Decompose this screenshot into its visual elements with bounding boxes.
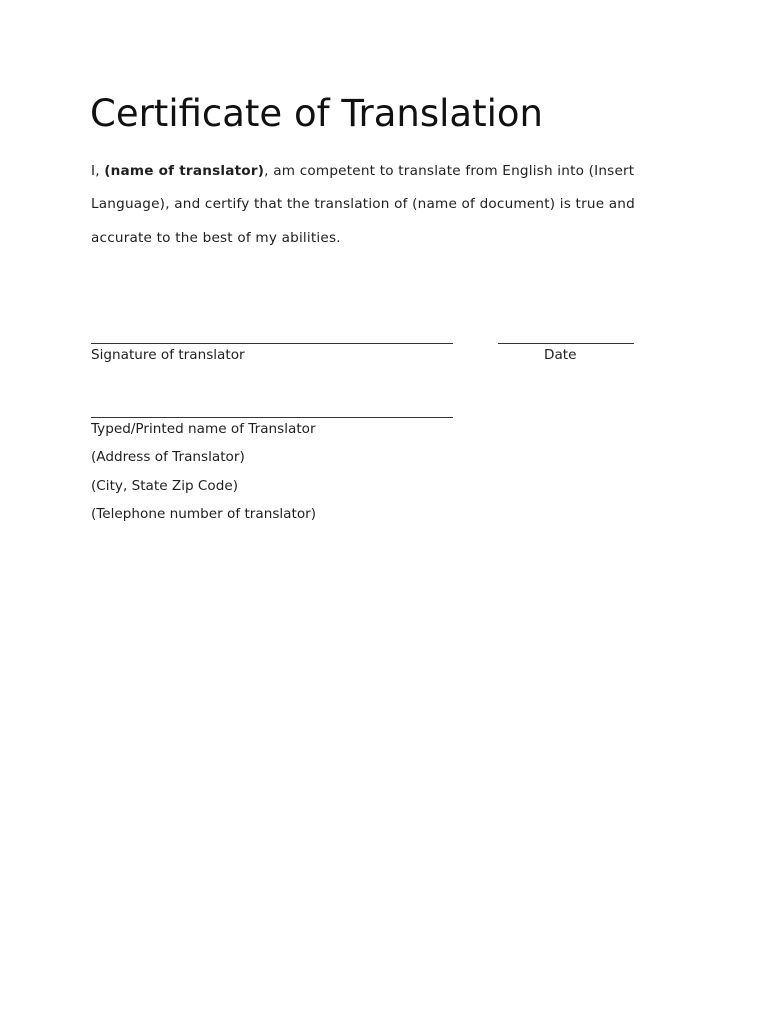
paragraph-line-3: accurate to the best of my abilities. (91, 230, 341, 246)
paragraph-line-2: Language), and certify that the translation of (name of document) is true and (91, 196, 635, 212)
date-label: Date (544, 347, 577, 363)
translator-name-placeholder: (name of translator) (104, 163, 265, 179)
printed-name-label: Typed/Printed name of Translator (91, 421, 316, 437)
paragraph-line-1 (91, 163, 634, 179)
signature-label: Signature of translator (91, 347, 245, 363)
paragraph-prefix: I, (91, 163, 105, 179)
address-label: (Address of Translator) (91, 449, 245, 465)
page-title: Certificate of Translation (90, 92, 543, 135)
paragraph-line-1-rest: , am competent to translate from English into (Insert (264, 163, 635, 179)
signature-line (91, 343, 453, 344)
date-line (498, 343, 634, 344)
city-state-zip-label: (City, State Zip Code) (91, 478, 239, 494)
printed-name-line (91, 417, 453, 418)
telephone-label: (Telephone number of translator) (91, 506, 317, 522)
